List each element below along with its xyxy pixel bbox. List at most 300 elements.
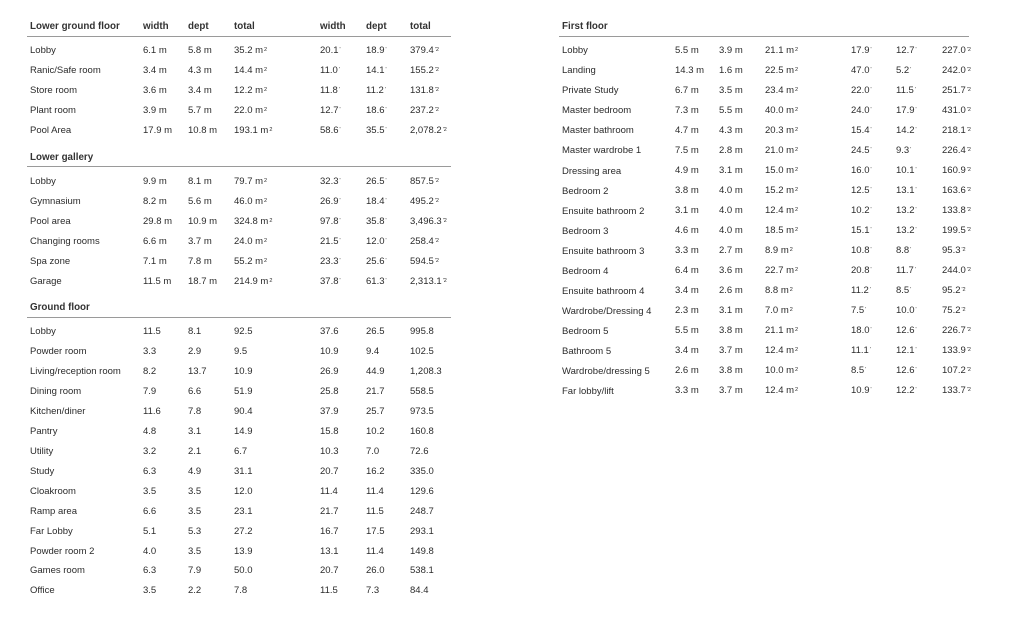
unit-superscript: 2 bbox=[795, 67, 799, 73]
unit-superscript: ' bbox=[385, 278, 387, 284]
unit-superscript: ' bbox=[870, 87, 872, 93]
width-imperial: 15.1' bbox=[851, 225, 872, 236]
unit-superscript: '2 bbox=[434, 238, 439, 244]
area-imperial: 84.4 bbox=[410, 585, 429, 596]
area-metric: 18.5 $m^2$ bbox=[765, 225, 799, 236]
width-metric: 6.3 bbox=[143, 466, 157, 477]
width-metric: 2.3 m bbox=[675, 305, 699, 316]
unit-superscript: 2 bbox=[795, 387, 799, 393]
area-imperial: $199.5^{'2}$ bbox=[942, 225, 971, 236]
depth-metric: 1.6 m bbox=[719, 65, 743, 76]
area-imperial: 102.5 bbox=[410, 346, 434, 357]
width-imperial: 17.9' bbox=[851, 45, 872, 56]
depth-imperial: 10.0' bbox=[896, 305, 917, 316]
room-name: Bedroom 5 bbox=[562, 326, 609, 337]
width-metric: 5.1 bbox=[143, 526, 157, 537]
room-name: Bathroom 5 bbox=[562, 346, 612, 357]
depth-imperial: 9.3' bbox=[896, 145, 912, 156]
area-metric: 9.5 bbox=[234, 346, 248, 357]
unit-superscript: '2 bbox=[434, 198, 439, 204]
unit-superscript: 2 bbox=[264, 258, 268, 264]
width-imperial: 11.2' bbox=[851, 285, 871, 296]
width-imperial: 21.7 bbox=[320, 506, 339, 517]
column-header: total bbox=[234, 21, 255, 32]
area-metric: 21.1 $m^2$ bbox=[765, 325, 799, 336]
width-metric: 3.4 m bbox=[143, 65, 167, 76]
unit-superscript: ' bbox=[915, 127, 917, 133]
depth-imperial: 9.4 bbox=[366, 346, 380, 357]
column-header: dept bbox=[366, 21, 387, 32]
area-imperial: $227.0^{'2}$ bbox=[942, 45, 971, 56]
depth-metric: 3.8 m bbox=[719, 365, 743, 376]
width-metric: 3.9 m bbox=[143, 105, 167, 116]
unit-superscript: ' bbox=[870, 107, 872, 113]
area-metric: 8.9 $m^2$ bbox=[765, 245, 793, 256]
unit-superscript: '2 bbox=[966, 127, 971, 133]
area-imperial: 248.7 bbox=[410, 506, 434, 517]
room-name: Spa zone bbox=[30, 256, 71, 267]
width-metric: 6.7 m bbox=[675, 85, 699, 96]
unit-superscript: '2 bbox=[966, 147, 971, 153]
area-imperial: $155.2^{'2}$ bbox=[410, 65, 439, 76]
section-divider bbox=[27, 36, 451, 37]
area-metric: 10.9 bbox=[234, 366, 253, 377]
unit-superscript: ' bbox=[339, 47, 341, 53]
room-name: Office bbox=[30, 585, 55, 596]
width-metric: 3.3 m bbox=[675, 385, 699, 396]
unit-superscript: '2 bbox=[966, 347, 971, 353]
depth-imperial: 12.7' bbox=[896, 45, 917, 56]
unit-superscript: '2 bbox=[434, 47, 439, 53]
width-metric: 3.3 m bbox=[675, 245, 699, 256]
width-imperial: 20.7 bbox=[320, 565, 339, 576]
unit-superscript: ' bbox=[385, 178, 387, 184]
unit-superscript: ' bbox=[870, 207, 872, 213]
room-name: Living/reception room bbox=[30, 366, 121, 377]
unit-superscript: ' bbox=[385, 238, 387, 244]
width-metric: 4.7 m bbox=[675, 125, 699, 136]
room-name: Ramp area bbox=[30, 506, 77, 517]
width-imperial: 37.8' bbox=[320, 276, 341, 287]
area-imperial: $131.8^{'2}$ bbox=[410, 85, 439, 96]
room-name: Garage bbox=[30, 276, 62, 287]
unit-superscript: ' bbox=[385, 127, 387, 133]
unit-superscript: ' bbox=[385, 198, 387, 204]
depth-metric: 6.6 bbox=[188, 386, 202, 397]
width-metric: 9.9 m bbox=[143, 176, 167, 187]
area-imperial: 149.8 bbox=[410, 546, 434, 557]
depth-imperial: 11.2' bbox=[366, 85, 386, 96]
depth-metric: 2.1 bbox=[188, 446, 202, 457]
area-metric: 324.8 $m^2$ bbox=[234, 216, 273, 227]
unit-superscript: '2 bbox=[966, 187, 971, 193]
unit-superscript: ' bbox=[869, 347, 871, 353]
room-name: Dressing area bbox=[562, 166, 622, 177]
column-header: width bbox=[143, 21, 169, 32]
unit-superscript: '2 bbox=[966, 227, 971, 233]
width-metric: 14.3 m bbox=[675, 65, 705, 76]
unit-superscript: 2 bbox=[795, 207, 799, 213]
width-imperial: 26.9' bbox=[320, 196, 341, 207]
depth-metric: 2.9 bbox=[188, 346, 202, 357]
width-imperial: 24.0' bbox=[851, 105, 872, 116]
area-imperial: 1,208.3 bbox=[410, 366, 442, 377]
width-imperial: 23.3' bbox=[320, 256, 341, 267]
depth-metric: 3.1 bbox=[188, 426, 202, 437]
depth-metric: 5.6 m bbox=[188, 196, 212, 207]
area-metric: 14.9 bbox=[234, 426, 253, 437]
unit-superscript: ' bbox=[910, 287, 912, 293]
unit-superscript: ' bbox=[339, 127, 341, 133]
unit-superscript: ' bbox=[385, 258, 387, 264]
unit-superscript: ' bbox=[338, 87, 340, 93]
unit-superscript: ' bbox=[870, 127, 872, 133]
depth-metric: 10.9 m bbox=[188, 216, 218, 227]
section-divider bbox=[559, 36, 969, 37]
room-name: Master bathroom bbox=[562, 125, 634, 136]
section-divider bbox=[27, 166, 451, 167]
area-imperial: $133.7^{'2}$ bbox=[942, 385, 971, 396]
area-metric: 12.2 $m^2$ bbox=[234, 85, 268, 96]
depth-metric: 4.0 m bbox=[719, 225, 743, 236]
depth-imperial: 12.6' bbox=[896, 325, 917, 336]
depth-metric: 13.7 bbox=[188, 366, 207, 377]
unit-superscript: ' bbox=[870, 227, 872, 233]
area-imperial: $251.7^{'2}$ bbox=[942, 85, 971, 96]
unit-superscript: ' bbox=[870, 267, 872, 273]
unit-superscript: '2 bbox=[442, 278, 447, 284]
area-metric: 12.4 $m^2$ bbox=[765, 205, 799, 216]
unit-superscript: ' bbox=[339, 107, 341, 113]
room-name: Far Lobby bbox=[30, 526, 73, 537]
width-imperial: 37.6 bbox=[320, 326, 339, 337]
room-name: Bedroom 3 bbox=[562, 226, 609, 237]
area-metric: 14.4 $m^2$ bbox=[234, 65, 268, 76]
depth-metric: 3.7 m bbox=[188, 236, 212, 247]
unit-superscript: '2 bbox=[966, 387, 971, 393]
unit-superscript: '2 bbox=[966, 207, 971, 213]
unit-superscript: ' bbox=[385, 47, 387, 53]
unit-superscript: '2 bbox=[966, 87, 971, 93]
area-imperial: $244.0^{'2}$ bbox=[942, 265, 971, 276]
area-imperial: $95.2^{'2}$ bbox=[942, 285, 966, 296]
width-metric: 3.4 m bbox=[675, 285, 699, 296]
unit-superscript: 2 bbox=[264, 107, 268, 113]
depth-metric: 10.8 m bbox=[188, 125, 218, 136]
depth-imperial: 18.6' bbox=[366, 105, 387, 116]
depth-metric: 3.1 m bbox=[719, 305, 743, 316]
unit-superscript: ' bbox=[915, 167, 917, 173]
depth-imperial: 18.4' bbox=[366, 196, 387, 207]
unit-superscript: 2 bbox=[789, 247, 793, 253]
room-name: Lobby bbox=[30, 45, 56, 56]
width-imperial: 97.8' bbox=[320, 216, 341, 227]
unit-superscript: ' bbox=[915, 347, 917, 353]
depth-imperial: 14.2' bbox=[896, 125, 917, 136]
room-name: Private Study bbox=[562, 85, 619, 96]
room-name: Lobby bbox=[30, 176, 56, 187]
unit-superscript: 2 bbox=[789, 307, 793, 313]
unit-superscript: ' bbox=[915, 387, 917, 393]
depth-metric: 4.0 m bbox=[719, 185, 743, 196]
width-metric: 3.1 m bbox=[675, 205, 699, 216]
unit-superscript: 2 bbox=[789, 287, 793, 293]
unit-superscript: ' bbox=[865, 307, 867, 313]
width-metric: 6.6 m bbox=[143, 236, 167, 247]
width-metric: 6.1 m bbox=[143, 45, 167, 56]
room-name: Ensuite bathroom 2 bbox=[562, 206, 645, 217]
area-imperial: $226.7^{'2}$ bbox=[942, 325, 971, 336]
room-name: Bedroom 4 bbox=[562, 266, 609, 277]
room-name: Pantry bbox=[30, 426, 58, 437]
depth-imperial: 21.7 bbox=[366, 386, 385, 397]
depth-imperial: 26.5 bbox=[366, 326, 385, 337]
room-name: Pool Area bbox=[30, 125, 72, 136]
area-imperial: $226.4^{'2}$ bbox=[942, 145, 971, 156]
unit-superscript: ' bbox=[870, 47, 872, 53]
area-imperial: $3,496.3^{'2}$ bbox=[410, 216, 447, 227]
depth-imperial: 10.1' bbox=[896, 165, 917, 176]
depth-metric: 3.5 bbox=[188, 506, 202, 517]
width-imperial: 37.9 bbox=[320, 406, 339, 417]
room-name: Kitchen/diner bbox=[30, 406, 86, 417]
unit-superscript: 2 bbox=[795, 147, 799, 153]
room-name: Landing bbox=[562, 65, 596, 76]
room-name: Dining room bbox=[30, 386, 82, 397]
area-imperial: 538.1 bbox=[410, 565, 434, 576]
width-imperial: 10.2' bbox=[851, 205, 872, 216]
width-imperial: 11.5 bbox=[320, 585, 338, 596]
section-title: First floor bbox=[562, 21, 608, 32]
depth-imperial: 35.5' bbox=[366, 125, 387, 136]
area-metric: 13.9 bbox=[234, 546, 253, 557]
unit-superscript: ' bbox=[339, 278, 341, 284]
unit-superscript: 2 bbox=[269, 218, 273, 224]
depth-metric: 5.7 m bbox=[188, 105, 212, 116]
unit-superscript: ' bbox=[915, 207, 917, 213]
width-imperial: 7.5' bbox=[851, 305, 867, 316]
depth-imperial: 5.2' bbox=[896, 65, 912, 76]
area-imperial: $133.9^{'2}$ bbox=[942, 345, 971, 356]
unit-superscript: ' bbox=[915, 47, 917, 53]
unit-superscript: '2 bbox=[966, 47, 971, 53]
width-metric: 7.5 m bbox=[675, 145, 699, 156]
room-name: Wardrobe/dressing 5 bbox=[562, 366, 650, 377]
area-metric: 15.2 $m^2$ bbox=[765, 185, 799, 196]
depth-metric: 5.8 m bbox=[188, 45, 212, 56]
depth-metric: 3.8 m bbox=[719, 325, 743, 336]
room-name: Far lobby/lift bbox=[562, 386, 614, 397]
depth-metric: 2.8 m bbox=[719, 145, 743, 156]
width-metric: 7.1 m bbox=[143, 256, 167, 267]
width-imperial: 21.5' bbox=[320, 236, 341, 247]
depth-imperial: 13.2' bbox=[896, 205, 917, 216]
depth-imperial: 12.2' bbox=[896, 385, 917, 396]
width-imperial: 11.0' bbox=[320, 65, 340, 76]
unit-superscript: '2 bbox=[966, 107, 971, 113]
area-metric: 10.0 $m^2$ bbox=[765, 365, 799, 376]
unit-superscript: ' bbox=[915, 327, 917, 333]
unit-superscript: 2 bbox=[264, 67, 268, 73]
unit-superscript: '2 bbox=[434, 107, 439, 113]
area-imperial: 129.6 bbox=[410, 486, 434, 497]
section-divider bbox=[27, 317, 451, 318]
unit-superscript: '2 bbox=[442, 127, 447, 133]
depth-metric: 8.1 m bbox=[188, 176, 212, 187]
room-name: Ranic/Safe room bbox=[30, 65, 101, 76]
area-metric: 50.0 bbox=[234, 565, 253, 576]
unit-superscript: '2 bbox=[434, 178, 439, 184]
depth-metric: 3.7 m bbox=[719, 345, 743, 356]
room-name: Lobby bbox=[562, 45, 588, 56]
width-imperial: 18.0' bbox=[851, 325, 872, 336]
depth-imperial: 61.3' bbox=[366, 276, 387, 287]
unit-superscript: ' bbox=[910, 147, 912, 153]
area-imperial: $107.2^{'2}$ bbox=[942, 365, 971, 376]
area-metric: 31.1 bbox=[234, 466, 253, 477]
depth-imperial: 11.4 bbox=[366, 486, 384, 497]
depth-imperial: 12.0' bbox=[366, 236, 387, 247]
unit-superscript: 2 bbox=[795, 347, 799, 353]
room-name: Study bbox=[30, 466, 55, 477]
section-title: Ground floor bbox=[30, 302, 90, 313]
area-metric: 90.4 bbox=[234, 406, 253, 417]
width-metric: 7.3 m bbox=[675, 105, 699, 116]
depth-imperial: 10.2 bbox=[366, 426, 385, 437]
width-imperial: 58.6' bbox=[320, 125, 341, 136]
depth-imperial: 26.5' bbox=[366, 176, 387, 187]
depth-imperial: 25.6' bbox=[366, 256, 387, 267]
width-metric: 11.6 bbox=[143, 406, 161, 417]
unit-superscript: '2 bbox=[961, 247, 966, 253]
width-imperial: 8.5' bbox=[851, 365, 867, 376]
depth-metric: 3.5 m bbox=[719, 85, 743, 96]
width-metric: 29.8 m bbox=[143, 216, 173, 227]
depth-metric: 4.3 m bbox=[719, 125, 743, 136]
unit-superscript: '2 bbox=[961, 307, 966, 313]
depth-imperial: 12.1' bbox=[896, 345, 917, 356]
area-imperial: $594.5^{'2}$ bbox=[410, 256, 439, 267]
unit-superscript: 2 bbox=[264, 178, 268, 184]
room-name: Plant room bbox=[30, 105, 76, 116]
width-metric: 7.9 bbox=[143, 386, 157, 397]
width-imperial: 10.8' bbox=[851, 245, 872, 256]
area-imperial: $218.1^{'2}$ bbox=[942, 125, 971, 136]
depth-imperial: 35.8' bbox=[366, 216, 387, 227]
area-metric: 7.0 $m^2$ bbox=[765, 305, 793, 316]
area-metric: 79.7 $m^2$ bbox=[234, 176, 268, 187]
depth-metric: 3.5 bbox=[188, 546, 202, 557]
room-name: Cloakroom bbox=[30, 486, 76, 497]
width-metric: 11.5 bbox=[143, 326, 161, 337]
unit-superscript: 2 bbox=[264, 87, 268, 93]
width-imperial: 22.0' bbox=[851, 85, 872, 96]
column-header: total bbox=[410, 21, 431, 32]
unit-superscript: '2 bbox=[966, 67, 971, 73]
area-imperial: $258.4^{'2}$ bbox=[410, 236, 439, 247]
area-metric: 51.9 bbox=[234, 386, 253, 397]
depth-imperial: 14.1' bbox=[366, 65, 387, 76]
area-imperial: $237.2^{'2}$ bbox=[410, 105, 439, 116]
area-metric: 20.3 $m^2$ bbox=[765, 125, 799, 136]
unit-superscript: ' bbox=[915, 227, 917, 233]
depth-imperial: 13.1' bbox=[896, 185, 917, 196]
width-metric: 6.3 bbox=[143, 565, 157, 576]
room-name: Bedroom 2 bbox=[562, 186, 609, 197]
room-name: Utility bbox=[30, 446, 54, 457]
depth-imperial: 17.5 bbox=[366, 526, 385, 537]
depth-imperial: 7.3 bbox=[366, 585, 380, 596]
depth-imperial: 11.4 bbox=[366, 546, 384, 557]
area-metric: 15.0 $m^2$ bbox=[765, 165, 799, 176]
unit-superscript: ' bbox=[869, 287, 871, 293]
area-imperial: $163.6^{'2}$ bbox=[942, 185, 971, 196]
unit-superscript: ' bbox=[339, 178, 341, 184]
unit-superscript: 2 bbox=[795, 227, 799, 233]
unit-superscript: 2 bbox=[795, 107, 799, 113]
width-metric: 8.2 bbox=[143, 366, 157, 377]
unit-superscript: ' bbox=[870, 67, 872, 73]
unit-superscript: 2 bbox=[795, 187, 799, 193]
width-imperial: 15.4' bbox=[851, 125, 872, 136]
area-imperial: $2,313.1^{'2}$ bbox=[410, 276, 447, 287]
width-metric: 8.2 m bbox=[143, 196, 167, 207]
unit-superscript: '2 bbox=[442, 218, 447, 224]
room-name: Wardrobe/Dressing 4 bbox=[562, 306, 652, 317]
area-metric: 22.5 $m^2$ bbox=[765, 65, 799, 76]
width-metric: 4.8 bbox=[143, 426, 157, 437]
room-name: Master wardrobe 1 bbox=[562, 145, 642, 156]
width-imperial: 15.8 bbox=[320, 426, 339, 437]
unit-superscript: 2 bbox=[795, 367, 799, 373]
width-metric: 4.9 m bbox=[675, 165, 699, 176]
depth-metric: 7.8 bbox=[188, 406, 202, 417]
area-metric: 40.0 $m^2$ bbox=[765, 105, 799, 116]
depth-metric: 3.4 m bbox=[188, 85, 212, 96]
area-metric: 23.4 $m^2$ bbox=[765, 85, 799, 96]
area-imperial: 973.5 bbox=[410, 406, 434, 417]
width-metric: 4.0 bbox=[143, 546, 157, 557]
area-imperial: $133.8^{'2}$ bbox=[942, 205, 971, 216]
room-name: Powder room bbox=[30, 346, 87, 357]
room-name: Games room bbox=[30, 565, 85, 576]
area-imperial: 72.6 bbox=[410, 446, 429, 457]
width-imperial: 26.9 bbox=[320, 366, 339, 377]
unit-superscript: ' bbox=[339, 258, 341, 264]
width-metric: 5.5 m bbox=[675, 325, 699, 336]
depth-metric: 2.6 m bbox=[719, 285, 743, 296]
area-metric: 22.7 $m^2$ bbox=[765, 265, 799, 276]
depth-imperial: 44.9 bbox=[366, 366, 385, 377]
depth-metric: 3.6 m bbox=[719, 265, 743, 276]
area-metric: 7.8 bbox=[234, 585, 248, 596]
width-imperial: 10.9 bbox=[320, 346, 339, 357]
width-imperial: 12.5' bbox=[851, 185, 872, 196]
unit-superscript: ' bbox=[910, 67, 912, 73]
unit-superscript: 2 bbox=[264, 198, 268, 204]
unit-superscript: ' bbox=[384, 87, 386, 93]
unit-superscript: ' bbox=[385, 107, 387, 113]
width-imperial: 13.1 bbox=[320, 546, 339, 557]
unit-superscript: ' bbox=[870, 187, 872, 193]
area-metric: 35.2 $m^2$ bbox=[234, 45, 268, 56]
unit-superscript: 2 bbox=[795, 327, 799, 333]
unit-superscript: ' bbox=[870, 387, 872, 393]
unit-superscript: ' bbox=[910, 247, 912, 253]
depth-metric: 5.5 m bbox=[719, 105, 743, 116]
depth-imperial: 11.7' bbox=[896, 265, 916, 276]
unit-superscript: ' bbox=[915, 187, 917, 193]
